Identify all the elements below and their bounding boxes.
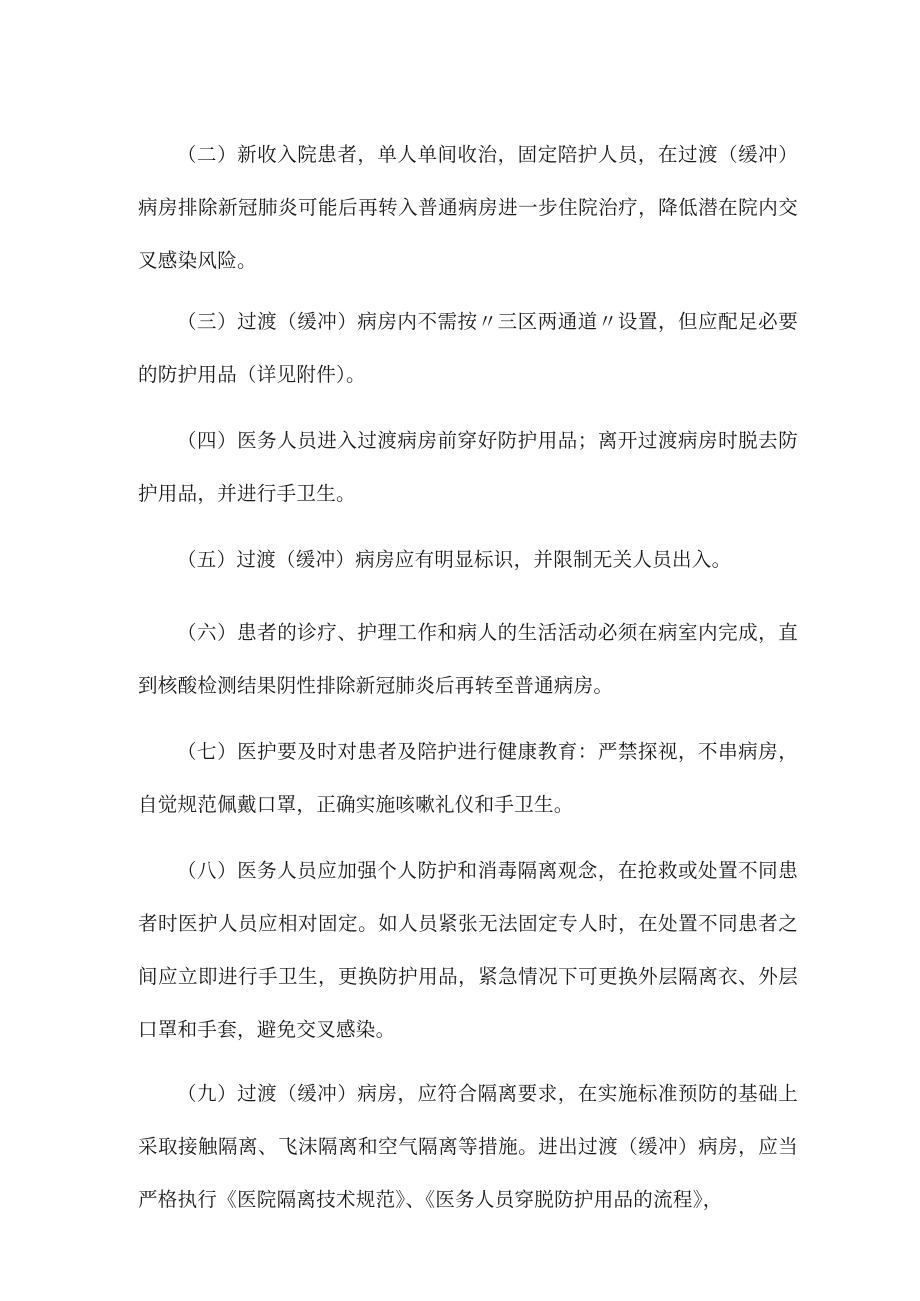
paragraph-4: （四）医务人员进入过渡病房前穿好防护用品；离开过渡病房时脱去防护用品，并进行手卫生。	[138, 428, 798, 505]
paragraph-8: （八）医务人员应加强个人防护和消毒隔离观念，在抢救或处置不同患者时医护人员应相对固定。如人员紧张无法固定专人时，在处置不同患者之间应立即进行手卫生，更换防护用品，紧急情况下可更换外层隔离衣、外层口罩和手套，避免交叉感染。	[138, 858, 798, 1041]
paragraph-7: （七）医护要及时对患者及陪护进行健康教育：严禁探视，不串病房，自觉规范佩戴口罩，正确实施咳嗽礼仪和手卫生。	[138, 739, 798, 816]
paragraph-5: （五）过渡（缓冲）病房应有明显标识，并限制无关人员出入。	[177, 547, 732, 571]
paragraph-2: （二）新收入院患者，单人单间收治，固定陪护人员，在过渡（缓冲）病房排除新冠肺炎可能后再转入普通病房进一步住院治疗，降低潜在院内交叉感染风险。	[138, 142, 798, 272]
paragraph-3: （三）过渡（缓冲）病房内不需按〃三区两通道〃设置，但应配足必要的防护用品（详见附件）。	[138, 309, 798, 386]
paragraph-6: （六）患者的诊疗、护理工作和病人的生活活动必须在病室内完成，直到核酸检测结果阴性排除新冠肺炎后再转至普通病房。	[138, 620, 798, 697]
paragraph-9: （九）过渡（缓冲）病房，应符合隔离要求，在实施标准预防的基础上采取接触隔离、飞沫隔离和空气隔离等措施。进出过渡（缓冲）病房，应当严格执行《医院隔离技术规范》、《医务人员穿脱防护用品的流程》，	[138, 1081, 798, 1211]
